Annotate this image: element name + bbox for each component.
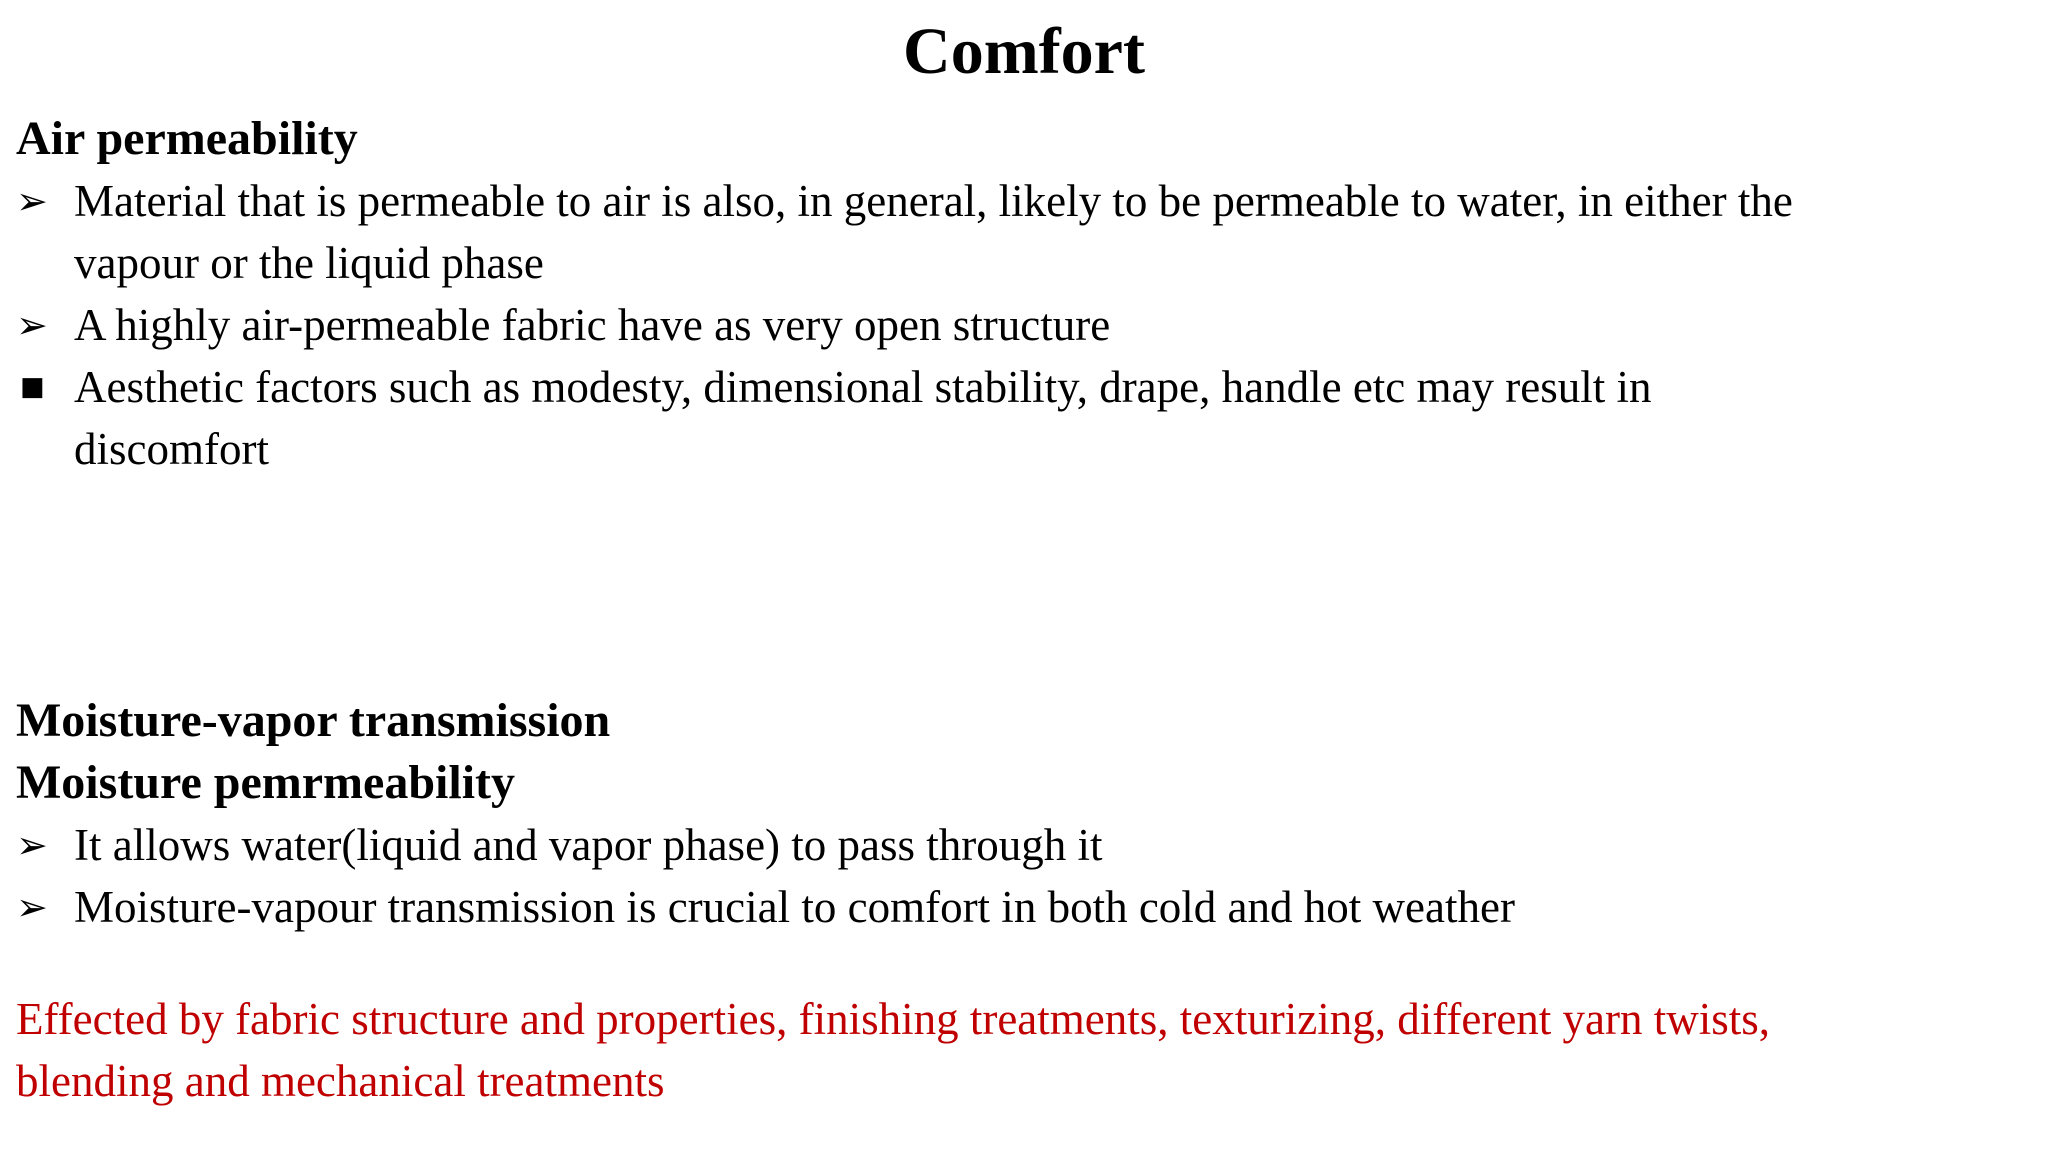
- bullet-item: [16, 814, 2036, 876]
- bullet-line: Moisture-vapour transmission is crucial to comfort in both cold and hot weather: [74, 882, 1515, 932]
- note-line: blending and mechanical treatments: [16, 1056, 665, 1106]
- section-heading: Moisture-vapor transmission: [16, 694, 611, 747]
- bullet-item: [16, 356, 2036, 480]
- slide-title: Comfort: [903, 15, 1145, 88]
- bullet-line: It allows water(liquid and vapor phase) to pass through it: [74, 820, 1103, 870]
- square-icon: ■: [20, 372, 45, 402]
- bullet-line: Material that is permeable to air is also, in general, likely to be permeable to water, in either the: [74, 176, 1793, 226]
- arrow-icon: ➢: [16, 885, 48, 929]
- section-heading: Moisture pemrmeability: [16, 756, 516, 809]
- section-moisture: [16, 690, 2036, 938]
- note-line: Effected by fabric structure and properties, finishing treatments, texturizing, different yarn twists,: [16, 994, 1771, 1044]
- bullet-item: [16, 876, 2036, 938]
- arrow-icon: ➢: [16, 303, 48, 347]
- arrow-icon: ➢: [16, 179, 48, 223]
- bullet-line: Aesthetic factors such as modesty, dimensional stability, drape, handle etc may result in: [74, 362, 1652, 412]
- bullet-item: [16, 170, 2036, 294]
- arrow-icon: ➢: [16, 823, 48, 867]
- bullet-line: discomfort: [74, 424, 269, 474]
- bullet-line: A highly air-permeable fabric have as very open structure: [74, 300, 1111, 350]
- section-air-permeability: [16, 108, 2036, 480]
- bullet-line: vapour or the liquid phase: [74, 238, 544, 288]
- note-text: [16, 988, 2036, 1112]
- bullet-item: [16, 294, 2036, 356]
- section-heading: Air permeability: [16, 112, 358, 165]
